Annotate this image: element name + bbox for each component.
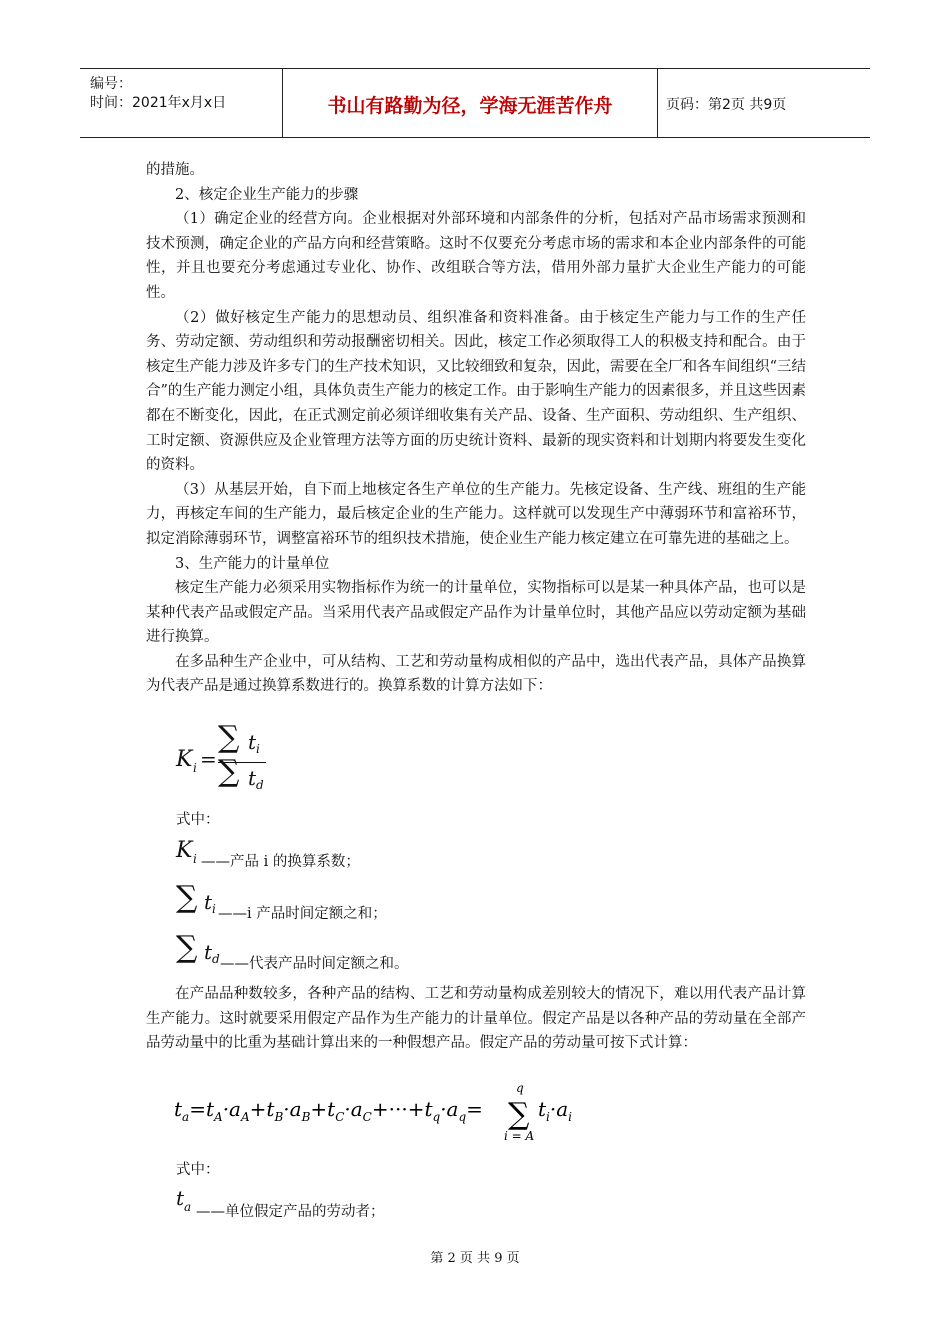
formula-symbol: t: [248, 730, 257, 754]
formula-subscript: i: [193, 852, 197, 866]
formula-symbol: t: [204, 890, 213, 914]
formula-symbol: t: [176, 1186, 185, 1210]
where-label: 式中：: [176, 812, 220, 828]
formula-main-expression: [174, 1097, 483, 1124]
header-slogan-cell: [283, 69, 658, 137]
formula-subscript: q: [458, 1110, 467, 1124]
header-meta-cell: [80, 69, 283, 137]
header-page-cell: [658, 69, 870, 137]
header-slogan: 书山有路勤为径，学海无涯苦作舟: [327, 95, 613, 117]
page-footer: 第 2 页 共 9 页: [430, 1251, 520, 1266]
formula-symbol: K: [176, 747, 193, 772]
formula-conversion-coefficient: [176, 720, 306, 794]
definition-text: ——代表产品时间定额之和。: [220, 956, 409, 972]
formula-sum: ∑: [176, 930, 198, 965]
formula-token: +···+: [371, 1097, 425, 1121]
paragraph: （3）从基层开始，自下而上地核定各生产单位的生产能力。先核定设备、生产线、班组的生产能力，再核定车间的生产能力，最后核定企业的生产能力。这样就可以发现生产中薄弱环节和富裕环节，拟定消除薄弱环节，调整富裕环节的组织技术措施，使企业生产能力核定建立在可靠先进的基础之上。: [146, 481, 806, 547]
formula-subscript: a: [182, 1110, 190, 1124]
sum-lower-limit: i = A: [504, 1129, 535, 1143]
formula-subscript: q: [432, 1110, 441, 1124]
paragraph: 在产品品种数较多，各种产品的结构、工艺和劳动量构成差别较大的情况下，难以用代表产品计算生产能力。这时就要采用假定产品作为生产能力的计量单位。假定产品是以各种产品的劳动量在全部产品劳动量中的比重为基础计算出来的一种假想产品。假定产品的劳动量可按下式计算：: [146, 986, 806, 1052]
formula-token: t: [205, 1097, 215, 1121]
formula-token: ·a: [283, 1097, 302, 1121]
page-header: [80, 68, 870, 138]
definition-row: [176, 1186, 576, 1226]
formula-subscript: A: [214, 1110, 223, 1124]
formula-sum: ∑: [176, 880, 198, 915]
formula-subscript: d: [212, 952, 220, 966]
definition-row: [176, 882, 576, 926]
formula-token: t: [174, 1097, 183, 1121]
paragraph: 在多品种生产企业中，可从结构、工艺和劳动量构成相似的产品中，选出代表产品，具体产品换算为代表产品是通过换算系数进行的。换算系数的计算方法如下：: [146, 653, 806, 695]
formula-token: =: [189, 1097, 206, 1121]
formula-subscript: d: [256, 778, 264, 792]
formula-token: t: [327, 1097, 336, 1121]
paragraph: 的措施。: [146, 162, 204, 178]
formula-token: t: [424, 1097, 433, 1121]
formula-subscript: C: [362, 1110, 372, 1124]
definition-row: [176, 932, 576, 976]
formula-subscript: A: [240, 1110, 250, 1124]
formula-assumed-product-labor: [174, 1082, 594, 1144]
formula-symbol: t: [204, 940, 213, 964]
document-body-2: [146, 982, 806, 1056]
formula-subscript: C: [335, 1110, 345, 1124]
doc-number-label: 编号：: [90, 76, 132, 92]
formula-symbol: t: [248, 766, 257, 790]
paragraph: （2）做好核定生产能力的思想动员、组织准备和资料准备。由于核定生产能力与工作的生产任务、劳动定额、劳动组织和劳动报酬密切相关。因此，核定工作必须取得工人的积极支持和配合。由于核定生产能力涉及许多专门的生产技术知识，又比较细致和复杂，因此，需要在全厂和各车间组织“三结合”的生产能力测定小组，具体负责生产能力的核定工作。由于影响生产能力的因素很多，并且这些因素都在不断变化，因此，在正式测定前必须详细收集有关产品、设备、生产面积、劳动组织、生产组织、工时定额、资源供应及企业管理方法等方面的历史统计资料、最新的现实资料和计划期内将要发生变化的资料。: [146, 309, 806, 474]
definition-text: ——i 产品时间定额之和；: [218, 906, 387, 922]
formula-rhs: $t_i\cdot a_i$: [538, 1097, 573, 1124]
definition-row: [176, 834, 576, 874]
definition-text: ——产品 i 的换算系数；: [201, 854, 360, 870]
where-label: 式中：: [176, 1162, 220, 1178]
formula-token: +: [310, 1097, 328, 1121]
formula-sum: ∑: [218, 720, 240, 755]
document-body: [146, 158, 806, 699]
formula-sum: ∑: [218, 754, 240, 789]
formula-subscript: B: [301, 1110, 311, 1124]
formula-equals: =: [200, 747, 217, 771]
formula-sum: ∑: [508, 1097, 530, 1132]
formula-token: ·a: [344, 1097, 363, 1121]
section-heading: 2、核定企业生产能力的步骤: [175, 186, 359, 203]
formula-token: ·a: [222, 1097, 241, 1121]
section-heading: 3、生产能力的计量单位: [175, 555, 330, 572]
paragraph: 核定生产能力必须采用实物指标作为统一的计量单位，实物指标可以是某一种具体产品，也可以是某种代表产品或假定产品。当采用代表产品或假定产品作为计量单位时，其他产品应以劳动定额为基础进行换算。: [146, 580, 806, 646]
formula-subscript: i: [212, 902, 216, 916]
formula-subscript: a: [184, 1200, 192, 1214]
formula-subscript: i: [256, 742, 260, 756]
formula-svg: [174, 1082, 594, 1144]
formula-token: t: [266, 1097, 275, 1121]
formula-subscript: i: [193, 761, 197, 775]
formula-symbol: K: [176, 838, 193, 863]
paragraph: （1）确定企业的经营方向。企业根据对外部环境和内部条件的分析，包括对产品市场需求预测和技术预测，确定企业的产品方向和经营策略。这时不仅要充分考虑市场的需求和本企业内部条件的可能性，并且也要充分考虑通过专业化、协作、改组联合等方法，借用外部力量扩大企业生产能力的可能性。: [146, 211, 806, 301]
definition-text: ——单位假定产品的劳动者；: [196, 1204, 385, 1220]
formula-token: +: [249, 1097, 267, 1121]
formula-token: ·a: [440, 1097, 459, 1121]
formula-token: =: [466, 1097, 483, 1121]
formula-subscript: B: [274, 1110, 284, 1124]
doc-date-label: 时间：2021年x月x日: [90, 95, 227, 111]
sum-upper-limit: q: [516, 1082, 524, 1095]
header-page-label: 页码：第2页 共9页: [666, 97, 787, 113]
